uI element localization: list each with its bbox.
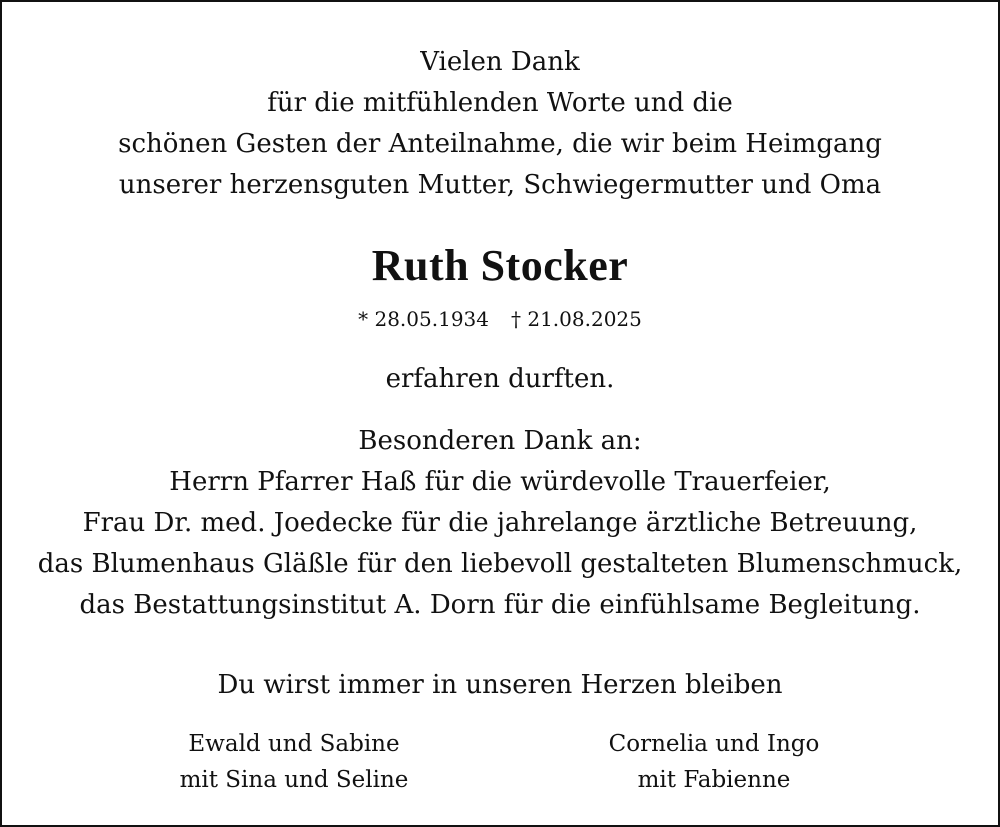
intro-line: für die mitfühlenden Worte und die [267, 88, 733, 118]
special-thanks-heading: Besonderen Dank an: [358, 426, 642, 456]
signature-family: mit Fabienne [637, 767, 791, 793]
motto: Du wirst immer in unseren Herzen bleiben [217, 670, 783, 700]
death-date: † 21.08.2025 [511, 307, 642, 331]
life-dates [2, 304, 998, 334]
closing-line: erfahren durften. [385, 364, 615, 394]
intro-line: Vielen Dank [420, 47, 580, 77]
thanks-line: Frau Dr. med. Joedecke für die jahrelange ärztliche Betreuung, [82, 508, 918, 538]
deceased-name: Ruth Stocker [371, 241, 629, 290]
birth-date: * 28.05.1934 [358, 307, 489, 331]
signature-name: Cornelia und Ingo [608, 731, 820, 757]
intro-line: unserer herzensguten Mutter, Schwiegermutter und Oma [118, 170, 882, 200]
intro-line: schönen Gesten der Anteilnahme, die wir beim Heimgang [118, 129, 882, 159]
signature-left [84, 726, 504, 798]
thanks-line: das Blumenhaus Gläßle für den liebevoll gestalteten Blumenschmuck, [37, 549, 963, 579]
thanks-line: Herrn Pfarrer Haß für die würdevolle Trauerfeier, [169, 467, 831, 497]
thanks-line: das Bestattungsinstitut A. Dorn für die einfühlsame Begleitung. [79, 590, 921, 620]
intro-text [2, 42, 998, 206]
signature-family: mit Sina und Seline [179, 767, 409, 793]
signature-right [504, 726, 924, 798]
special-thanks [2, 421, 998, 626]
signature-name: Ewald und Sabine [188, 731, 400, 757]
